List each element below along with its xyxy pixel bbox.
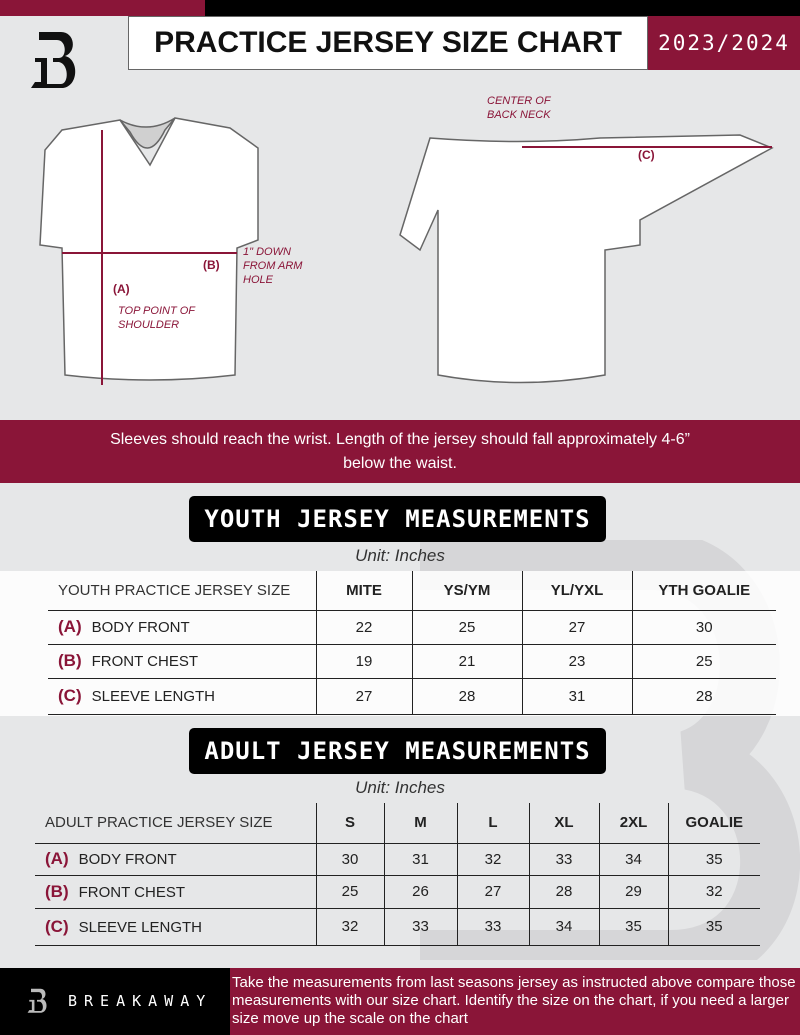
cell: 21 xyxy=(412,644,522,678)
page-title: PRACTICE JERSEY SIZE CHART xyxy=(128,16,648,70)
cell: 33 xyxy=(384,908,457,945)
col-header: L xyxy=(457,803,529,843)
back-jersey xyxy=(400,135,772,383)
cell: 31 xyxy=(384,843,457,875)
cell: 28 xyxy=(412,678,522,714)
cell: 32 xyxy=(668,875,760,908)
col-header: 2XL xyxy=(599,803,668,843)
youth-table xyxy=(48,571,776,715)
table-row xyxy=(48,678,776,714)
top-black-bar xyxy=(205,0,800,16)
instruction-band xyxy=(0,420,800,483)
cell: 33 xyxy=(529,843,599,875)
cell: 27 xyxy=(316,678,412,714)
cell: 28 xyxy=(529,875,599,908)
cell: 23 xyxy=(522,644,632,678)
table-header-row xyxy=(35,803,760,843)
size-header: YOUTH PRACTICE JERSEY SIZE xyxy=(48,571,316,610)
adult-unit: Unit: Inches xyxy=(355,778,445,797)
front-jersey xyxy=(40,118,258,380)
size-header: ADULT PRACTICE JERSEY SIZE xyxy=(35,803,316,843)
cell: 35 xyxy=(599,908,668,945)
row-key: (B) xyxy=(58,651,82,670)
jersey-diagram xyxy=(0,90,800,420)
youth-unit: Unit: Inches xyxy=(355,546,445,565)
table-row xyxy=(35,843,760,875)
cell: 25 xyxy=(632,644,776,678)
cell: 26 xyxy=(384,875,457,908)
cell: 34 xyxy=(529,908,599,945)
table-header-row xyxy=(48,571,776,610)
cell: 19 xyxy=(316,644,412,678)
cell: 27 xyxy=(457,875,529,908)
col-header: M xyxy=(384,803,457,843)
season-label: 2023/2024 xyxy=(648,16,800,70)
table-row xyxy=(48,644,776,678)
cell: 33 xyxy=(457,908,529,945)
adult-section-title: ADULT JERSEY MEASUREMENTS xyxy=(189,728,606,774)
marker-c: (C) xyxy=(638,148,655,162)
cell: 32 xyxy=(457,843,529,875)
marker-b: (B) xyxy=(203,258,220,272)
row-label: FRONT CHEST xyxy=(78,883,186,901)
row-label: BODY FRONT xyxy=(78,851,177,868)
cell: 34 xyxy=(599,843,668,875)
col-header: S xyxy=(316,803,384,843)
row-key: (A) xyxy=(58,617,82,636)
col-header: MITE xyxy=(316,571,412,610)
top-accent-bar xyxy=(0,0,205,16)
youth-section-title: YOUTH JERSEY MEASUREMENTS xyxy=(189,496,606,542)
row-label: SLEEVE LENGTH xyxy=(91,688,215,705)
cell: 28 xyxy=(632,678,776,714)
table-row xyxy=(48,610,776,644)
adult-table xyxy=(35,803,760,946)
row-label: BODY FRONT xyxy=(91,619,190,636)
table-row xyxy=(35,875,760,908)
col-header: YTH GOALIE xyxy=(632,571,776,610)
cell: 25 xyxy=(316,875,384,908)
cell: 31 xyxy=(522,678,632,714)
cell: 35 xyxy=(668,908,760,945)
cell: 29 xyxy=(599,875,668,908)
table-row xyxy=(35,908,760,945)
instruction-text: Sleeves should reach the wrist. Length of the jersey should fall approximately 4-6” below the waist. xyxy=(110,431,690,472)
shoulder-note: TOP POINT OF SHOULDER xyxy=(118,305,195,331)
arm-hole-note: 1" DOWN FROM ARM HOLE xyxy=(243,246,303,286)
cell: 30 xyxy=(316,843,384,875)
cell: 35 xyxy=(668,843,760,875)
col-header: YS/YM xyxy=(412,571,522,610)
brand-name: BREAKAWAY xyxy=(68,992,213,1010)
col-header: YL/YXL xyxy=(522,571,632,610)
row-key: (A) xyxy=(45,849,69,868)
center-back-neck-note: CENTER OF BACK NECK xyxy=(487,95,551,121)
cell: 27 xyxy=(522,610,632,644)
marker-a: (A) xyxy=(113,282,130,296)
breakaway-logo-icon xyxy=(25,984,55,1020)
cell: 25 xyxy=(412,610,522,644)
row-label: SLEEVE LENGTH xyxy=(78,918,202,936)
row-key: (C) xyxy=(45,916,69,936)
col-header: XL xyxy=(529,803,599,843)
footer-brand xyxy=(0,968,230,1035)
row-key: (B) xyxy=(45,881,69,901)
cell: 30 xyxy=(632,610,776,644)
cell: 22 xyxy=(316,610,412,644)
cell: 32 xyxy=(316,908,384,945)
row-key: (C) xyxy=(58,686,82,705)
row-label: FRONT CHEST xyxy=(91,653,199,670)
col-header: GOALIE xyxy=(668,803,760,843)
breakaway-logo-icon xyxy=(25,28,95,98)
footer-note: Take the measurements from last seasons jersey as instructed above compare those measurements with our size chart. Identify the size on the chart, if you need a larger size move up the scale on the chart xyxy=(230,968,800,1035)
